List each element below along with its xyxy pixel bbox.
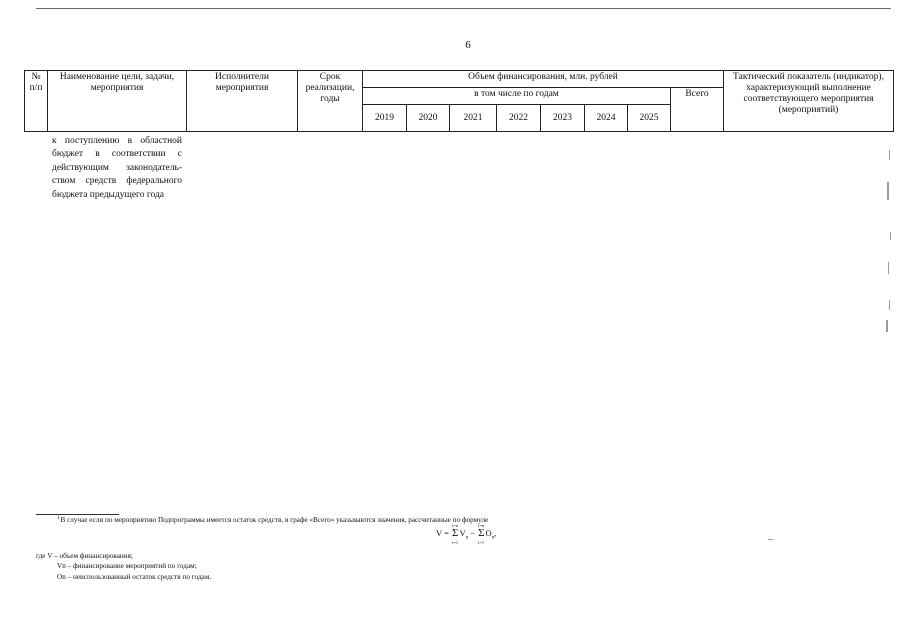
top-rule [36, 8, 891, 9]
footnote [57, 516, 488, 524]
scan-artifact [888, 262, 889, 274]
header-indicator: Тактический показатель (индикатор), характеризующий выполнение соответствующего мероприятия (мероприятий) [724, 71, 894, 132]
sum-lower-limit: i=1 [478, 540, 485, 545]
footnote-rule [36, 514, 119, 515]
year-2021: 2021 [450, 105, 497, 132]
formula-term-v: V [459, 528, 466, 538]
cell-empty [724, 132, 894, 206]
footnote-marker: 1 [57, 516, 60, 521]
legend-line-v: где V – объем финансирования; [36, 552, 133, 560]
formula [436, 523, 497, 545]
scan-artifact [890, 232, 891, 240]
year-2019: 2019 [363, 105, 407, 132]
sum-symbol-1: Σ i=n i=1 [452, 523, 459, 545]
sum-symbol-2: Σ i=n i=1 [478, 523, 485, 545]
sum-upper-limit: i=n [478, 523, 485, 528]
name-continuation-text: к поступлению в областной бюджет в соответствии с действующим законодатель-ством средств федерального бюджета предыдущего года [52, 136, 182, 200]
header-financing: Объем финансирования, млн. рублей [363, 71, 724, 88]
year-2020: 2020 [407, 105, 450, 132]
header-num: № п/п [25, 71, 48, 132]
cell-empty [298, 132, 363, 206]
scan-artifact [886, 320, 888, 332]
scan-artifact [887, 182, 889, 200]
formula-lhs: V = [436, 528, 449, 538]
year-2022: 2022 [497, 105, 541, 132]
header-total: Всего [671, 88, 724, 132]
header-executors: Исполнители мероприятия [187, 71, 298, 132]
cell-empty [671, 132, 724, 206]
formula-term-v-sub: n [465, 535, 469, 541]
formula-term-o: O [485, 528, 492, 538]
footnote-text: В случае если по мероприятию Подпрограммы имеется остаток средств, в графе «Всего» указываются значения, рассчитанные по формуле [60, 516, 489, 524]
legend-line-vn: Vn – финансирование мероприятий по годам; [57, 562, 197, 571]
year-2025: 2025 [628, 105, 671, 132]
cell-empty [497, 132, 541, 206]
table-row [25, 132, 894, 206]
formula-end: , [494, 528, 497, 538]
formula-legend [36, 551, 211, 582]
formula-minus: − [470, 528, 475, 538]
year-2024: 2024 [585, 105, 628, 132]
formula-term-o-sub: n [491, 535, 495, 541]
legend-line-on: On – неиспользованный остаток средств по годам. [57, 572, 212, 581]
year-2023: 2023 [541, 105, 585, 132]
financing-table [24, 70, 894, 205]
cell-empty [363, 132, 407, 206]
header-by-years: в том числе по годам [363, 88, 671, 105]
page-number: 6 [465, 39, 471, 51]
cell-empty [628, 132, 671, 206]
sum-lower-limit: i=1 [452, 540, 459, 545]
cell-num-empty [25, 132, 48, 206]
scan-artifact [889, 300, 890, 310]
header-term: Срок реализации, годы [298, 71, 363, 132]
cell-empty [541, 132, 585, 206]
cell-empty [407, 132, 450, 206]
scan-artifact [889, 150, 890, 160]
header-name: Наименование цели, задачи, мероприятия [48, 71, 187, 132]
header-row-1 [25, 71, 894, 88]
cell-empty [585, 132, 628, 206]
cell-empty [187, 132, 298, 206]
scan-artifact [768, 539, 773, 540]
cell-empty [450, 132, 497, 206]
sum-upper-limit: i=n [452, 523, 459, 528]
